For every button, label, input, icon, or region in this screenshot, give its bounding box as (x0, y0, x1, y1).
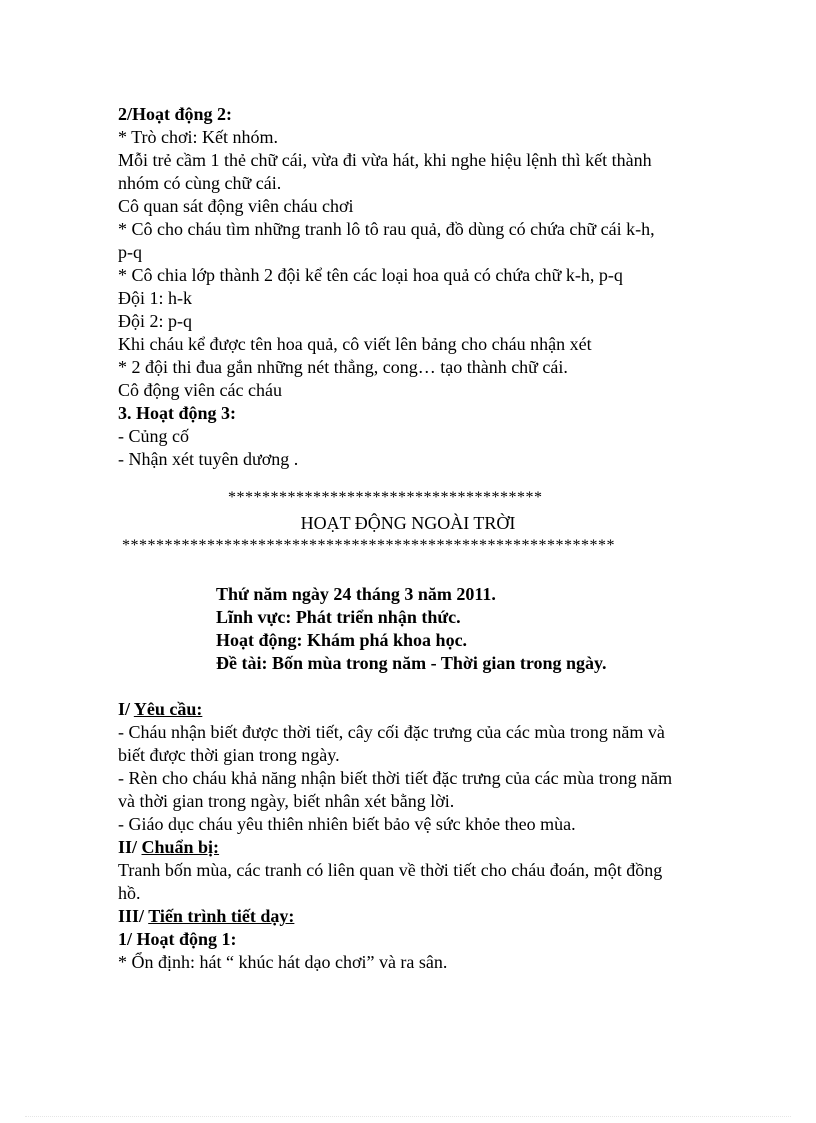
activity-2-section (118, 103, 718, 471)
body-line: Tranh bốn mùa, các tranh có liên quan về thời tiết cho cháu đoán, một đồng (118, 860, 663, 880)
lesson-body (118, 698, 718, 974)
outdoor-activity-title: HOẠT ĐỘNG NGOÀI TRỜI (300, 513, 516, 533)
lesson-field: Lĩnh vực: Phát triển nhận thức. (216, 607, 461, 627)
body-line: Mỗi trẻ cầm 1 thẻ chữ cái, vừa đi vừa hát, khi nghe hiệu lệnh thì kết thành (118, 150, 652, 170)
body-line: - Giáo dục cháu yêu thiên nhiên biết bảo vệ sức khỏe theo mùa. (118, 814, 576, 834)
lesson-header (216, 583, 607, 675)
body-line: * Cô chia lớp thành 2 đội kể tên các loại hoa quả có chứa chữ k-h, p-q (118, 265, 623, 285)
body-line: - Nhận xét tuyên dương . (118, 449, 299, 469)
body-line: * Ổn định: hát “ khúc hát dạo chơi” và ra sân. (118, 952, 448, 972)
activity-1-heading: 1/ Hoạt động 1: (118, 929, 237, 949)
body-line: biết được thời gian trong ngày. (118, 745, 340, 765)
section-number: II/ (118, 837, 142, 857)
body-line: Khi cháu kể được tên hoa quả, cô viết lên bảng cho cháu nhận xét (118, 334, 592, 354)
section-number: I/ (118, 699, 134, 719)
body-line: hồ. (118, 883, 141, 903)
section-heading-text: Tiến trình tiết dạy: (148, 906, 295, 926)
lesson-date: Thứ năm ngày 24 tháng 3 năm 2011. (216, 584, 496, 604)
page-bottom-border (25, 1116, 791, 1117)
body-line: Đội 2: p-q (118, 311, 192, 331)
lesson-activity: Hoạt động: Khám phá khoa học. (216, 630, 468, 650)
process-heading (118, 905, 718, 928)
body-line: Cô quan sát động viên cháu chơi (118, 196, 354, 216)
body-line: * Cô cho cháu tìm những tranh lô tô rau quả, đồ dùng có chứa chữ cái k-h, (118, 219, 655, 239)
body-line: Cô động viên các cháu (118, 380, 282, 400)
body-line: * Trò chơi: Kết nhóm. (118, 127, 279, 147)
requirements-heading (118, 698, 718, 721)
preparation-heading (118, 836, 718, 859)
lesson-topic: Đề tài: Bốn mùa trong năm - Thời gian trong ngày. (216, 653, 607, 673)
section-heading-text: Yêu cầu: (133, 699, 203, 719)
body-line: * 2 đội thi đua gắn những nét thẳng, cong… tạo thành chữ cái. (118, 357, 568, 377)
body-line: p-q (118, 242, 142, 262)
body-line: và thời gian trong ngày, biết nhân xét bằng lời. (118, 791, 455, 811)
section-number: III/ (118, 906, 149, 926)
body-line: - Củng cố (118, 426, 189, 446)
body-line: Đội 1: h-k (118, 288, 192, 308)
activity-3-heading: 3. Hoạt động 3: (118, 403, 237, 423)
star-divider-long: ********************************************************** (122, 537, 615, 554)
body-line: - Cháu nhận biết được thời tiết, cây cối đặc trưng của các mùa trong năm và (118, 722, 665, 742)
body-line: - Rèn cho cháu khả năng nhận biết thời tiết đặc trưng của các mùa trong năm (118, 768, 673, 788)
section-heading-text: Chuẩn bị: (141, 837, 220, 857)
body-line: nhóm có cùng chữ cái. (118, 173, 282, 193)
star-divider-short: ************************************* (228, 489, 543, 506)
activity-2-heading: 2/Hoạt động 2: (118, 104, 233, 124)
